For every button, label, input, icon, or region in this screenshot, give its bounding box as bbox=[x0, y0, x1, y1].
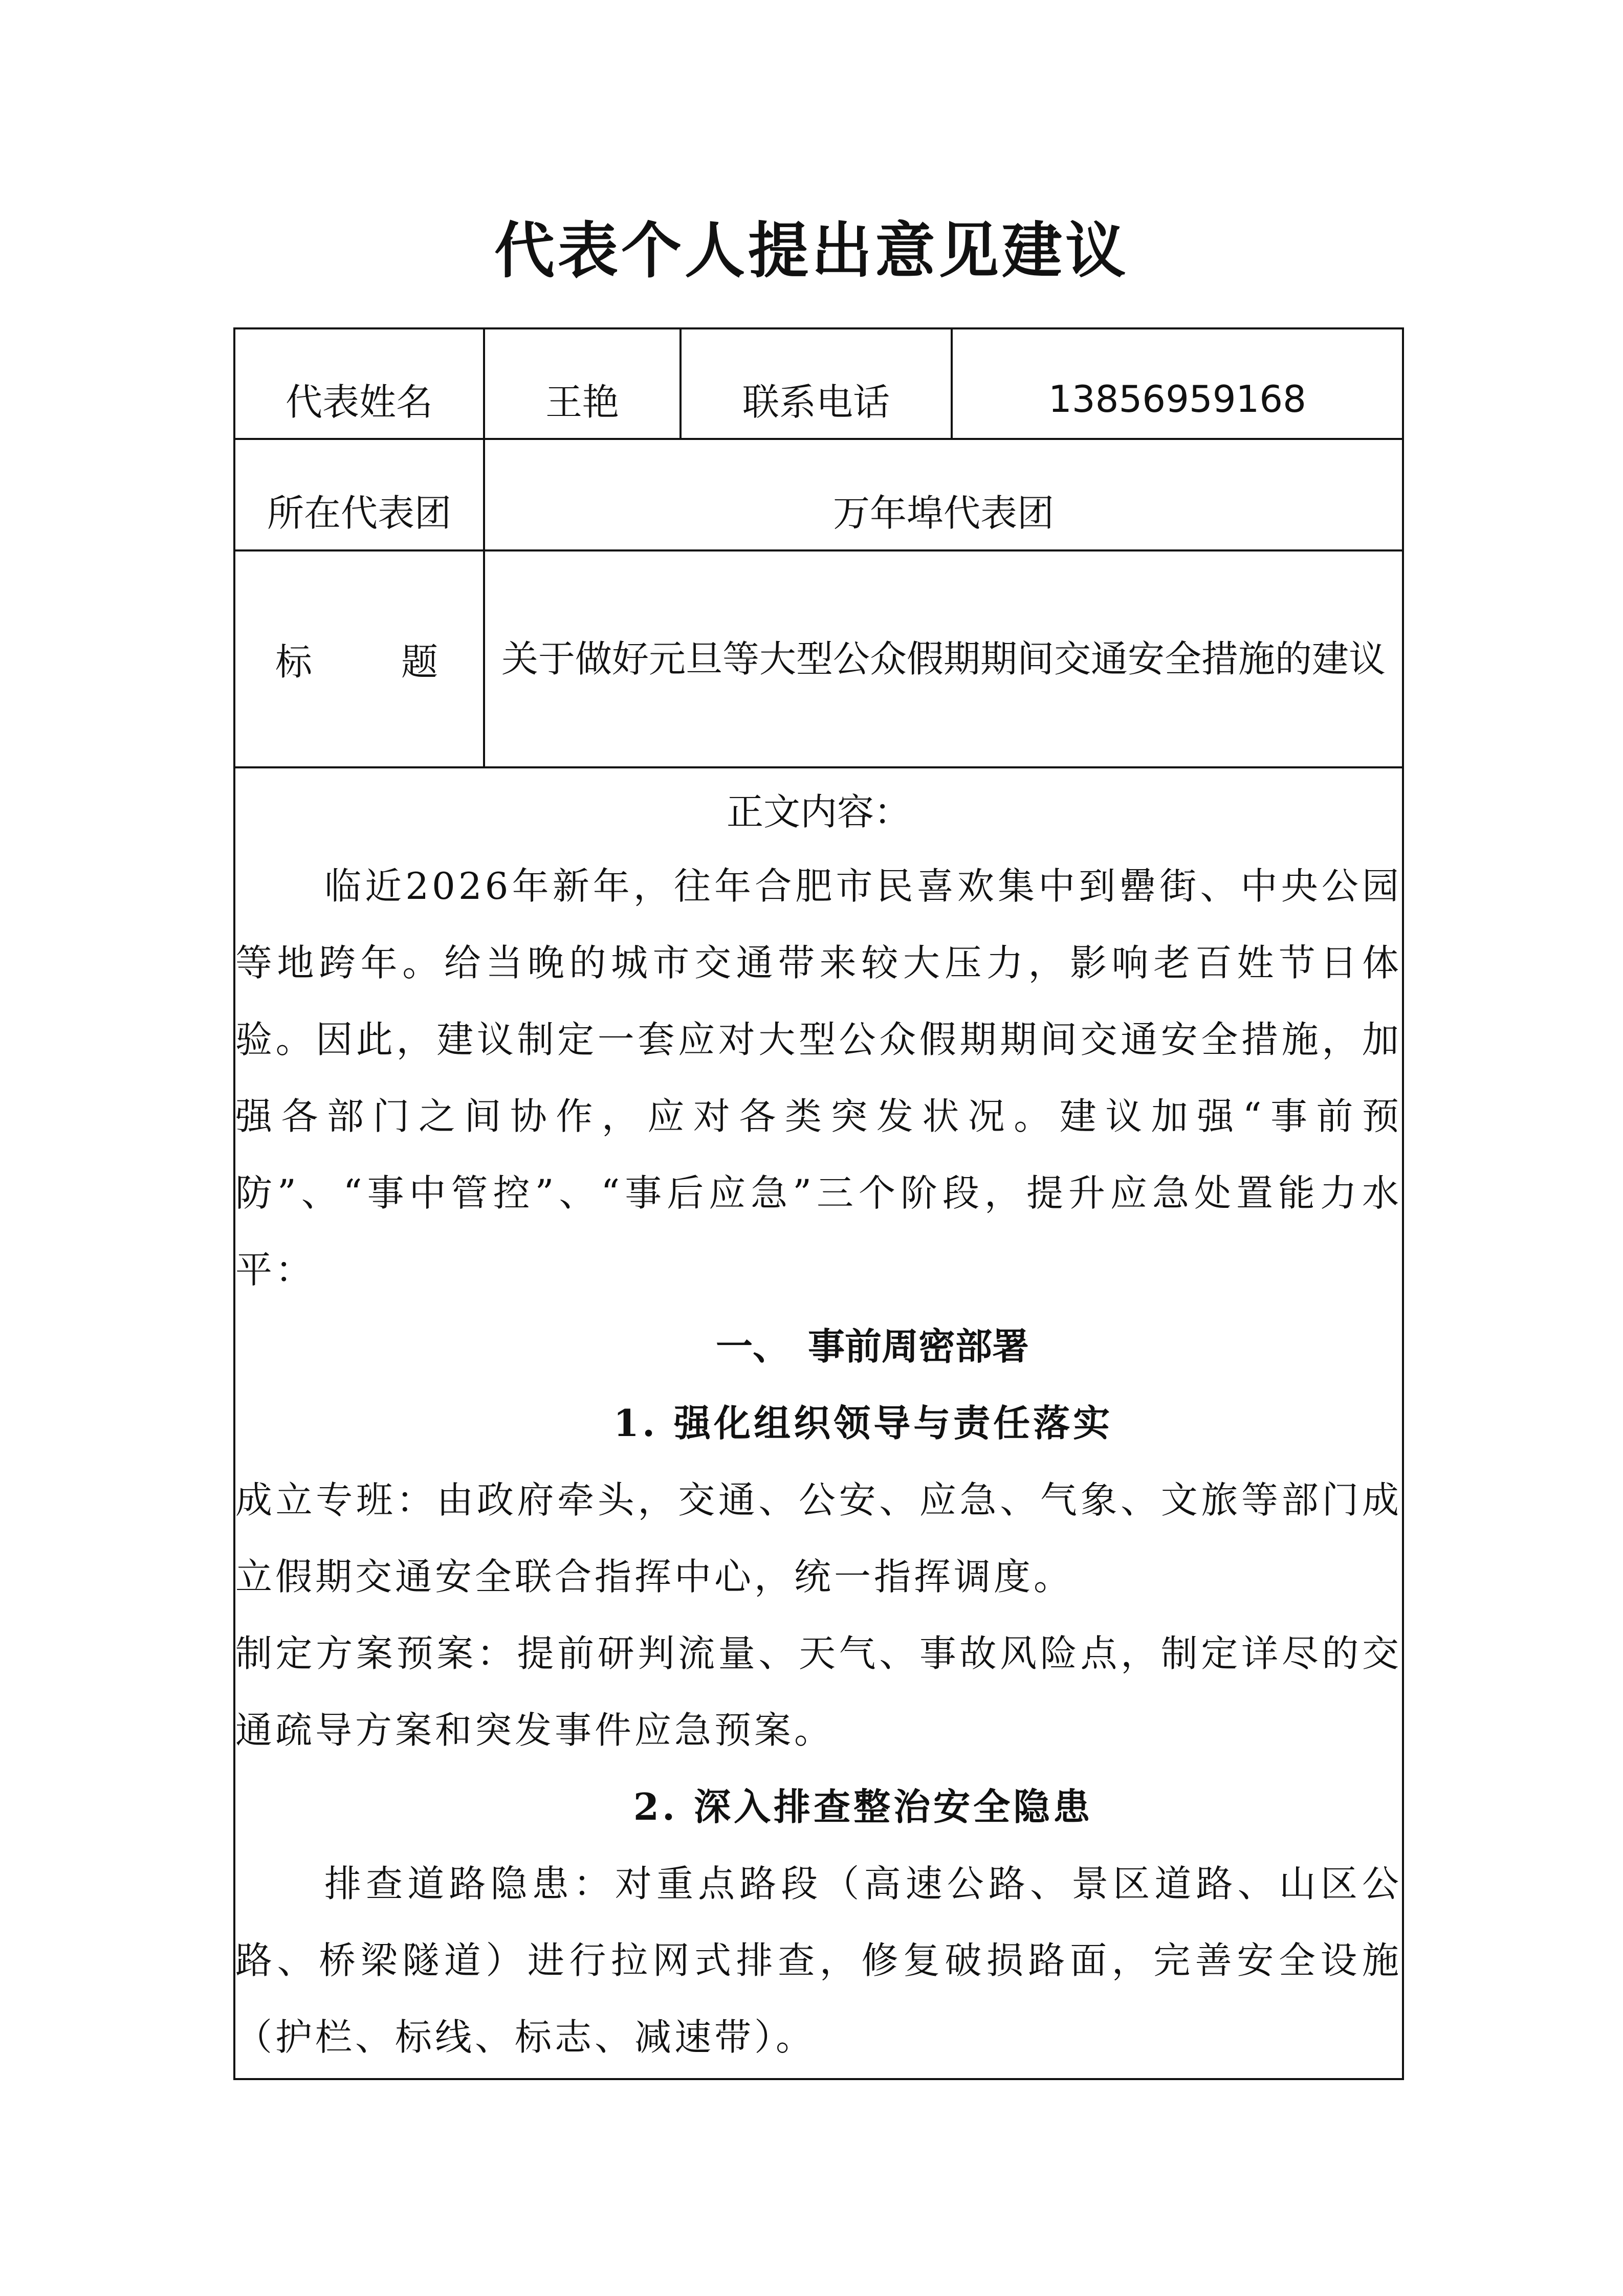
phone-label: 联系电话 bbox=[742, 381, 890, 424]
page-title: 代表个人提出意见建议 bbox=[494, 215, 1129, 286]
subject-value: 关于做好元旦等大型公众假期期间交通安全措施的建议 bbox=[501, 637, 1386, 680]
delegation-label: 所在代表团 bbox=[267, 492, 451, 535]
form-row-subject bbox=[234, 550, 1403, 767]
form-row-body bbox=[234, 767, 1403, 2079]
subsection-heading-1: 1. 强化组织领导与责任落实 bbox=[613, 1401, 1113, 1445]
subsection-heading-2: 2. 深入排查整治安全隐患 bbox=[633, 1785, 1093, 1828]
subject-label-char-1: 标 bbox=[275, 641, 313, 683]
name-label-cell bbox=[234, 328, 484, 439]
paragraph-establish-team: 成立专班：由政府牵头，交通、公安、应急、气象、文旅等部门成立假期交通安全联合指挥中心，统一指挥调度。 bbox=[235, 1478, 1402, 1598]
form-row-delegation bbox=[234, 439, 1403, 550]
name-value-cell bbox=[484, 328, 681, 439]
section-title: 事前周密部署 bbox=[807, 1325, 1029, 1368]
form-row-name bbox=[234, 328, 1403, 439]
intro-paragraph: 临近2026年新年，往年合肥市民喜欢集中到罍街、中央公园等地跨年。给当晚的城市交通带来较大压力，影响老百姓节日体验。因此，建议制定一套应对大型公众假期期间交通安全措施，加强各部门之间协作，应对各类突发状况。建议加强“事前预防”、“事中管控”、“事后应急”三个阶段，提升应急处置能力水平： bbox=[235, 865, 1402, 1291]
subject-value-cell bbox=[484, 550, 1403, 767]
phone-value-cell bbox=[952, 328, 1403, 439]
section-heading bbox=[235, 1308, 1402, 1385]
subject-label bbox=[235, 632, 483, 686]
delegation-label-cell bbox=[234, 439, 484, 550]
delegation-value: 万年埠代表团 bbox=[832, 492, 1054, 535]
delegation-value-cell bbox=[484, 439, 1403, 550]
subject-label-char-2: 题 bbox=[401, 641, 438, 683]
body-cell bbox=[234, 767, 1403, 2079]
paragraph-road-hazards: 排查道路隐患：对重点路段（高速公路、景区道路、山区公路、桥梁隧道）进行拉网式排查，修复破损路面，完善安全设施（护栏、标线、标志、减速带）。 bbox=[235, 1862, 1402, 2059]
name-value: 王艳 bbox=[545, 381, 619, 424]
phone-label-cell bbox=[681, 328, 952, 439]
paragraph-plans: 制定方案预案：提前研判流量、天气、事故风险点，制定详尽的交通疏导方案和突发事件应急预案。 bbox=[235, 1632, 1402, 1752]
section-number: 一、 bbox=[715, 1325, 789, 1368]
proposal-form-table bbox=[233, 327, 1404, 2080]
name-label: 代表姓名 bbox=[285, 381, 433, 424]
phone-value: 13856959168 bbox=[1048, 378, 1306, 421]
body-heading: 正文内容： bbox=[726, 790, 911, 833]
subject-label-cell bbox=[234, 550, 484, 767]
